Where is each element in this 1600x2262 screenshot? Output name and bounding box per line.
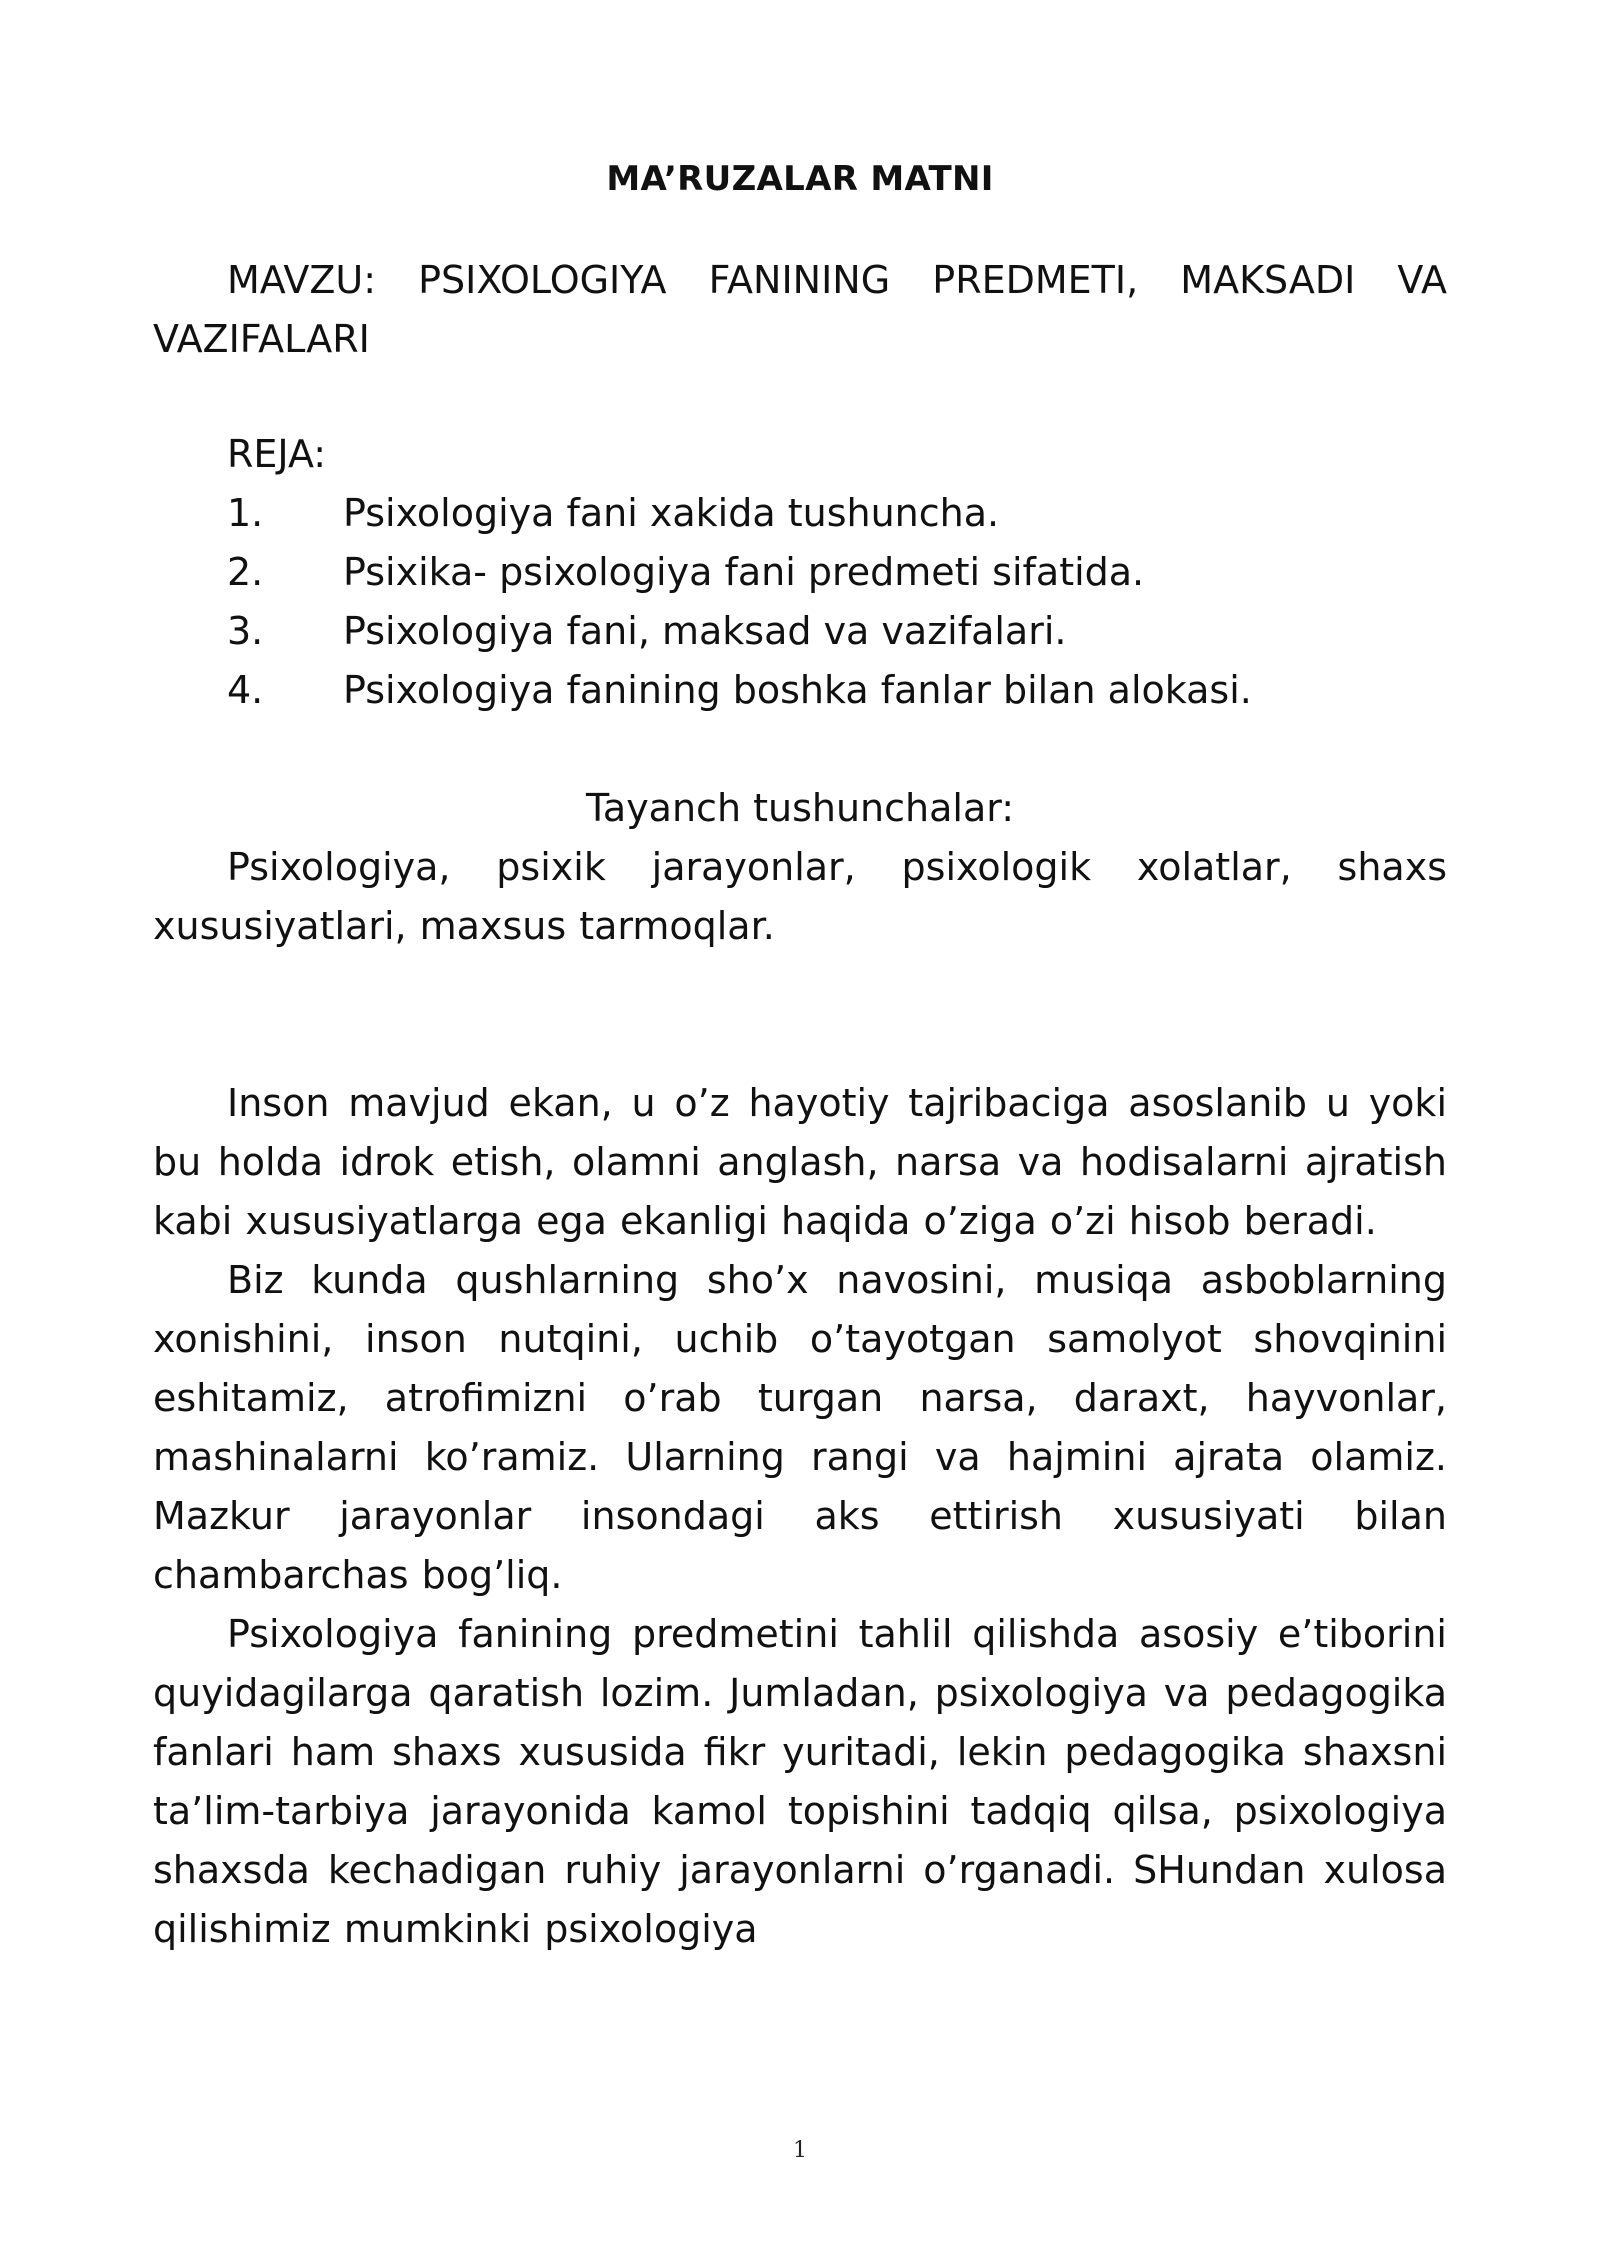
document-title: MA’RUZALAR MATNI (606, 159, 994, 199)
plan-item-number: 3. (227, 609, 264, 653)
plan-item-text: Psixika- psixologiya fani predmeti sifatida. (343, 550, 1145, 594)
plan-item (153, 602, 1447, 661)
topic-heading: MAVZU: PSIXOLOGIYA FANINING PREDMETI, MAKSADI VA VAZIFALARI (153, 258, 1447, 361)
plan-list (153, 484, 1447, 720)
body-paragraph: Inson mavjud ekan, u o’z hayotiy tajribaciga asoslanib u yoki bu holda idrok etish, olamni anglash, narsa va hodisalarni ajratish kabi xususiyatlarga ega ekanligi haqida o’ziga o’zi hisob beradi. (153, 1081, 1447, 1243)
key-concepts-heading: Tayanch tushunchalar: (585, 786, 1015, 830)
plan-item (153, 543, 1447, 602)
plan-item-number: 1. (227, 491, 264, 535)
page-content (153, 150, 1447, 1959)
body-paragraph: Biz kunda qushlarning sho’x navosini, musiqa asboblarning xonishini, inson nutqini, uchib o’tayotgan samolyot shovqinini eshitamiz, atrofimizni o’rab turgan narsa, daraxt, hayvonlar, mashinalarni ko’ramiz. Ularning rangi va hajmini ajrata olamiz. Mazkur jarayonlar insondagi aks ettirish xususiyati bilan chambarchas bog’liq. (153, 1258, 1447, 1597)
page-number: 1 (793, 2138, 807, 2163)
plan-item-text: Psixologiya fani xakida tushuncha. (343, 491, 1000, 535)
plan-item-number: 4. (227, 668, 264, 712)
plan-item-text: Psixologiya fani, maksad va vazifalari. (343, 609, 1067, 653)
plan-item-text: Psixologiya fanining boshka fanlar bilan alokasi. (343, 668, 1252, 712)
plan-heading: REJA: (227, 432, 327, 476)
body-paragraph: Psixologiya fanining predmetini tahlil qilishda asosiy e’tiborini quyidagilarga qaratish lozim. Jumladan, psixologiya va pedagogika fanlari ham shaxs xususida fikr yuritadi, lekin pedagogika shaxsni ta’lim-tarbiya jarayonida kamol topishini tadqiq qilsa, psixologiya shaxsda kechadigan ruhiy jarayonlarni o’rganadi. SHundan xulosa qilishimiz mumkinki psixologiya (153, 1612, 1447, 1951)
plan-item-number: 2. (227, 550, 264, 594)
key-concepts-text: Psixologiya, psixik jarayonlar, psixologik xolatlar, shaxs xususiyatlari, maxsus tarmoqlar. (153, 845, 1447, 948)
plan-item (153, 661, 1447, 720)
plan-item (153, 484, 1447, 543)
